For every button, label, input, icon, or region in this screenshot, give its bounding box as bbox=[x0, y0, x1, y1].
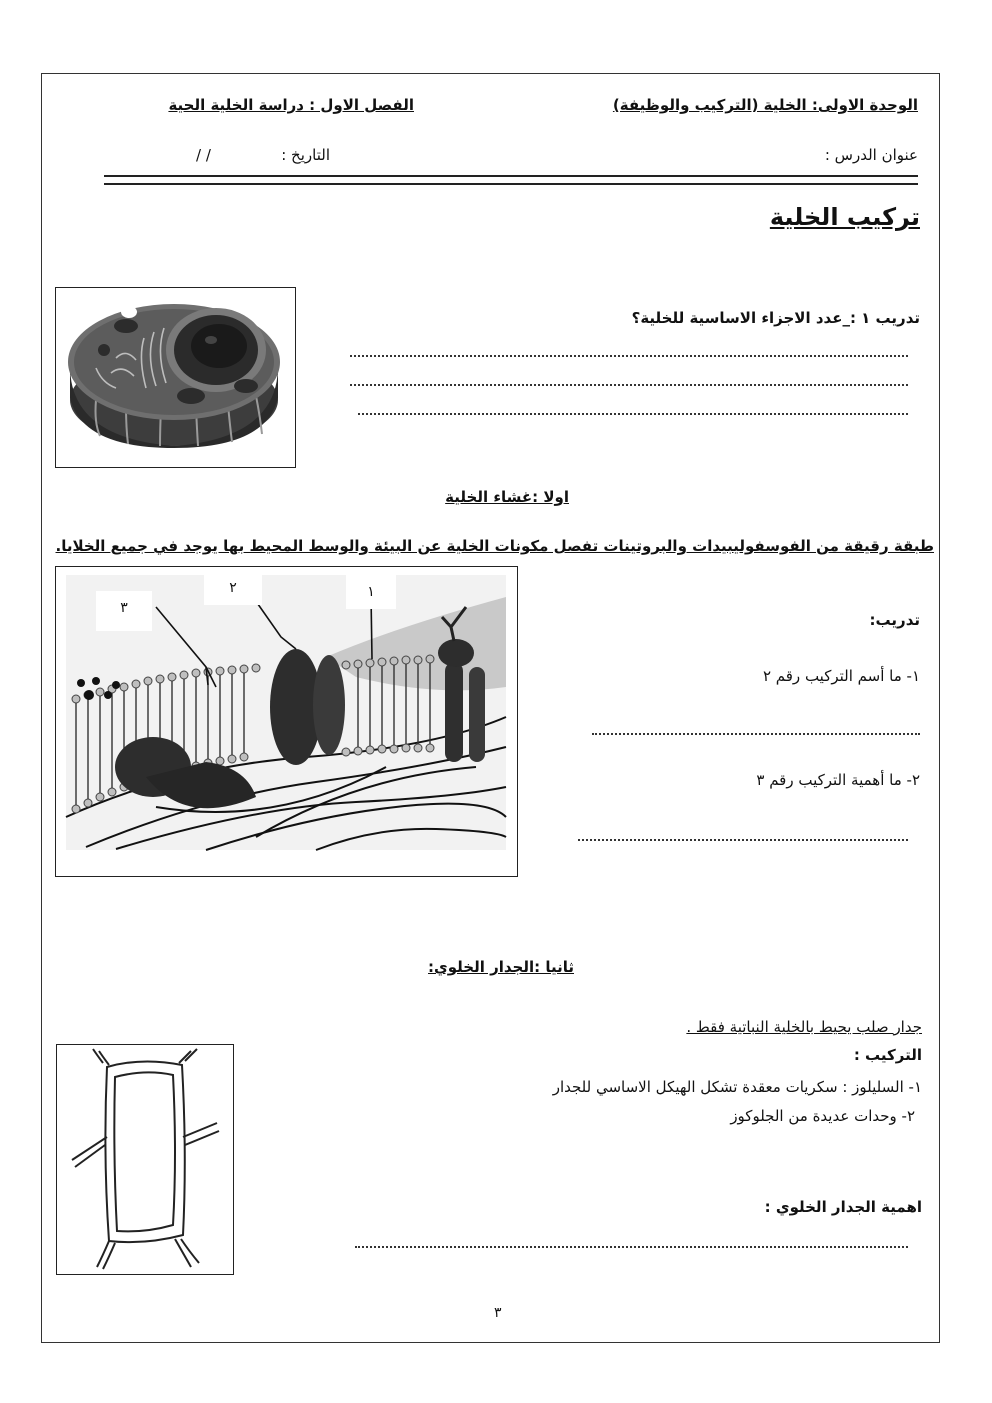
cell-wall-structure-label: التركيب : bbox=[853, 1046, 922, 1064]
cell-wall-image bbox=[56, 1044, 234, 1275]
section-title: تركيب الخلية bbox=[769, 203, 920, 231]
page-number: ٣ bbox=[494, 1305, 502, 1321]
animal-cell-image bbox=[55, 287, 296, 468]
diagram-label-1: ١ bbox=[346, 575, 396, 609]
answer-line[interactable] bbox=[350, 384, 908, 386]
unit-title: الوحدة الاولى: الخلية (التركيب والوظيفة) bbox=[612, 96, 918, 114]
membrane-exercise-title: تدريب: bbox=[869, 611, 920, 629]
membrane-definition: طبقة رقيقة من الفوسفوليبيدات والبروتينات تفصل مكونات الخلية عن البيئة والوسط المحيط بها يوجد في جميع الخلايا. bbox=[55, 537, 934, 555]
cell-wall-item1: ١- السليلوز : سكريات معقدة تشكل الهيكل الاساسي للجدار bbox=[552, 1078, 922, 1096]
answer-line[interactable] bbox=[350, 355, 908, 357]
chapter-title: الفصل الاول : دراسة الخلية الحية bbox=[168, 96, 414, 114]
diagram-label-3: ٣ bbox=[96, 591, 152, 631]
exercise1-question: تدريب ١ :_عدد الاجزاء الاساسية للخلية؟ bbox=[631, 309, 920, 327]
date-slashes: / / bbox=[196, 146, 211, 164]
date-label: التاريخ : bbox=[281, 146, 330, 164]
membrane-q2: ٢- ما أهمية التركيب رقم ٣ bbox=[756, 771, 920, 789]
answer-line[interactable] bbox=[578, 839, 908, 841]
cell-wall-importance-label: اهمية الجدار الخلوي : bbox=[764, 1198, 922, 1216]
cell-wall-item2: ٢- وحدات عديدة من الجلوكوز bbox=[730, 1107, 915, 1125]
membrane-title: اولا :غشاء الخلية bbox=[445, 488, 569, 506]
diagram-label-2: ٢ bbox=[204, 571, 262, 605]
cell-wall-title: ثانيا :الجدار الخلوي: bbox=[428, 958, 574, 976]
answer-line[interactable] bbox=[592, 733, 920, 735]
membrane-diagram bbox=[55, 566, 518, 877]
answer-line[interactable] bbox=[355, 1246, 908, 1248]
lesson-label: عنوان الدرس : bbox=[824, 146, 918, 164]
header-divider bbox=[104, 175, 918, 185]
membrane-q1: ١- ما أسم التركيب رقم ٢ bbox=[762, 667, 920, 685]
cell-wall-definition: جدار صلب يحيط بالخلية النباتية فقط . bbox=[686, 1018, 922, 1036]
answer-line[interactable] bbox=[358, 413, 908, 415]
